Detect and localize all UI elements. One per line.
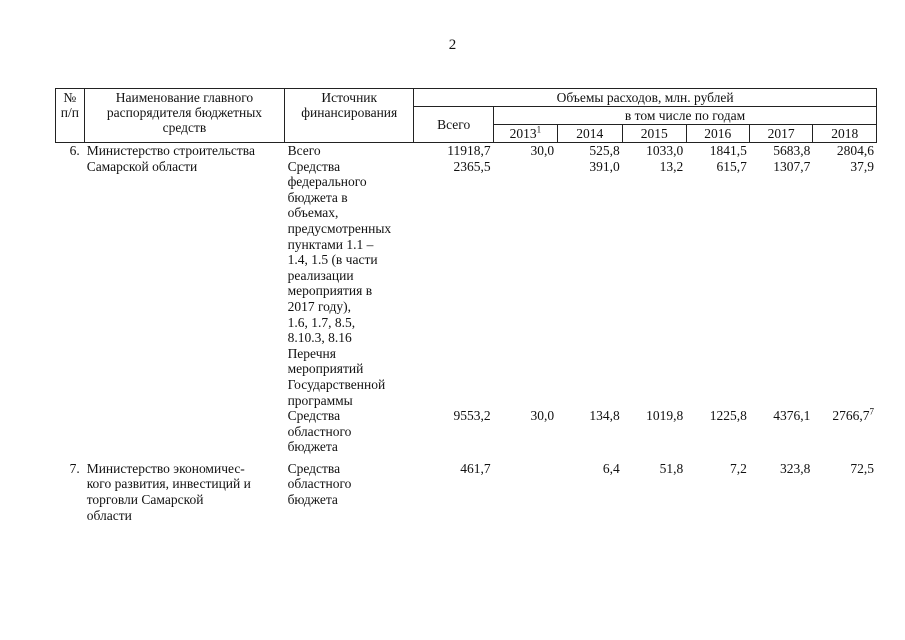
cell-total: 2365,5 xyxy=(453,158,491,174)
table-row xyxy=(55,143,877,159)
header-by-years: в том числе по годам xyxy=(494,107,877,125)
cell-2016: 1225,8 xyxy=(709,408,747,424)
cell-2015: 1033,0 xyxy=(646,143,684,158)
cell-2014: 134,8 xyxy=(589,408,620,424)
row-number: 6. xyxy=(69,143,80,158)
header-year-2016: 2016 xyxy=(686,125,749,143)
table-header xyxy=(55,88,877,143)
cell-2016: 7,2 xyxy=(729,460,747,476)
footnote-mark: 7 xyxy=(869,406,874,417)
header-year-2013: 2013$^1$ xyxy=(494,125,557,143)
header-year-2018: 2018 xyxy=(813,125,877,143)
table-row xyxy=(55,461,877,523)
cell-2015: 51,8 xyxy=(659,460,684,476)
cell-2017: 323,8 xyxy=(779,460,811,476)
cell-2016: 615,7 xyxy=(716,158,747,174)
header-year-2014: 2014 xyxy=(557,125,623,143)
row-source: Средства федерального бюджета в объемах, предусмотренных пунктами 1.1 – 1.4, 1.5 (в части реализации мероприятия в 2017 году), 1.6, 1.7, 8.5, 8.10.3, 8.16 Перечня мероприятий Государственной программы xyxy=(287,158,392,408)
header-year-2017: 2017 xyxy=(749,125,812,143)
header-name: Наименование главного распорядителя бюджетных средств xyxy=(84,89,285,143)
header-year-2015: 2015 xyxy=(623,125,686,143)
cell-2016: 1841,5 xyxy=(709,143,747,158)
row-source: Средства областного бюджета xyxy=(287,408,352,455)
table-body xyxy=(55,143,877,523)
cell-2018: 2804,6 xyxy=(836,143,874,158)
header-volume: Объемы расходов, млн. рублей xyxy=(414,89,877,107)
cell-2014: 525,8 xyxy=(589,143,620,158)
cell-2018: 2766,7$^7$ xyxy=(832,406,874,424)
cell-total: 461,7 xyxy=(460,460,491,476)
cell-2017: 4376,1 xyxy=(773,408,811,424)
cell-2013 xyxy=(494,461,558,523)
cell-2013: 30,0 xyxy=(530,408,555,424)
cell-2017: 1307,7 xyxy=(773,158,811,174)
cell-total: 11918,7 xyxy=(447,143,491,158)
row-source: Средства областного бюджета xyxy=(287,460,352,508)
cell-2018: 72,5 xyxy=(850,460,874,476)
cell-2018: 37,9 xyxy=(850,158,874,174)
header-no: № п/п xyxy=(56,89,85,143)
expenditure-table xyxy=(55,88,877,523)
page-number: 2 xyxy=(448,37,457,53)
cell-2013: 30,0 xyxy=(530,143,555,158)
cell-2014: 6,4 xyxy=(602,460,620,476)
cell-2017: 5683,8 xyxy=(773,143,811,158)
row-source: Всего xyxy=(287,143,321,158)
cell-total: 9553,2 xyxy=(453,408,491,424)
cell-2015: 1019,8 xyxy=(646,408,684,424)
row-name: Министерство строительства Самарской области xyxy=(86,143,255,174)
header-total: Всего xyxy=(414,107,494,143)
cell-2014: 391,0 xyxy=(589,158,620,174)
cell-2013 xyxy=(494,159,558,409)
row-name: Министерство экономичес- кого развития, инвестиций и торговли Самарской области xyxy=(86,460,251,523)
cell-2015: 13,2 xyxy=(659,158,684,174)
header-source: Источник финансирования xyxy=(285,89,414,143)
row-number: 7. xyxy=(69,460,80,476)
